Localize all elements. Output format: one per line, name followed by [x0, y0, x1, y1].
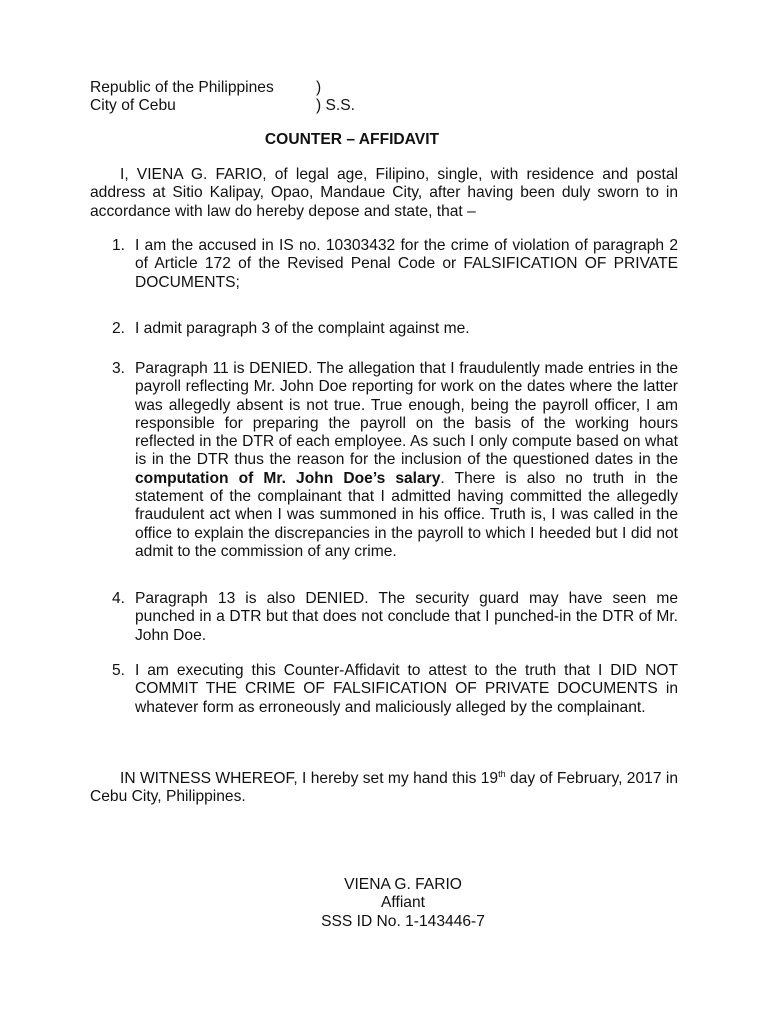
paragraph-text	[135, 360, 678, 561]
paragraph-item-4	[90, 590, 678, 645]
paragraph-item-2	[90, 320, 678, 338]
paragraph-number: 5.	[112, 662, 126, 679]
witness-paragraph	[90, 770, 678, 807]
paragraph-item-1	[90, 237, 678, 292]
venue-bracket-1: )	[316, 79, 322, 96]
paragraph-item-5	[90, 662, 678, 717]
paragraph-text-end: . There is also no truth in the statement of the complainant that I admitted having committed the allegedly fraudulent act when I was summoned in his office. Truth is, I was called in the office to explain the discrepancies in the payroll to which I heeded but I did not admit to the commission of any crime.	[135, 469, 678, 560]
paragraph-text: Paragraph 13 is also DENIED. The security guard may have seen me punched in a DTR but that does not conclude that I punched-in the DTR of Mr. John Doe.	[135, 590, 678, 644]
paragraph-number: 4.	[112, 590, 126, 607]
salary-emphasis: computation of Mr. John Doe’s salary	[135, 469, 441, 487]
paragraph-item-3	[90, 360, 678, 561]
venue-line-2	[90, 97, 410, 115]
affiant-name: VIENA G. FARIO	[344, 876, 462, 893]
document-title: COUNTER – AFFIDAVIT	[264, 131, 440, 148]
paragraph-text: I am the accused in IS no. 10303432 for the crime of violation of paragraph 2 of Article 172 of the Revised Penal Code or FALSIFICATION OF PRIVATE DOCUMENTS;	[135, 237, 678, 291]
day-ordinal: th	[498, 768, 506, 779]
venue-block	[90, 79, 410, 116]
venue-city: City of Cebu	[90, 97, 176, 115]
affiant-role: Affiant	[381, 894, 425, 912]
affiant-id: SSS ID No. 1-143446-7	[321, 912, 485, 930]
paragraph-number: 2.	[112, 320, 126, 337]
paragraph-text: I am executing this Counter-Affidavit to attest to the truth that I DID NOT COMMIT THE CRIME OF FALSIFICATION OF PRIVATE DOCUMENTS in whatever form as erroneously and maliciously alleged by the complainant.	[135, 662, 678, 716]
paragraph-text-start: Paragraph 11 is DENIED. The allegation that I fraudulently made entries in the payroll reflecting Mr. John Doe reporting for work on the dates where the latter was allegedly absent is not true. True enough, being the payroll officer, I am responsible for preparing the payroll on the basis of the working hours reflected in the DTR of each employee. As such I only compute based on what is in the DTR thus the reason for the inclusion of the questioned dates in the	[135, 360, 678, 469]
signature-block	[258, 876, 548, 931]
venue-country: Republic of the Philippines	[90, 79, 274, 96]
paragraph-number: 3.	[112, 360, 126, 377]
venue-line-1	[90, 79, 410, 97]
witness-text-start: IN WITNESS WHEREOF, I hereby set my hand this 19	[120, 770, 499, 787]
venue-ss: ) S.S.	[316, 97, 355, 115]
paragraph-number: 1.	[112, 237, 126, 254]
intro-paragraph: I, VIENA G. FARIO, of legal age, Filipino, single, with residence and postal address at Sitio Kalipay, Opao, Mandaue City, after having been duly sworn to in accordance with law do hereby depose and state, that –	[90, 166, 678, 220]
paragraph-text: I admit paragraph 3 of the complaint against me.	[135, 320, 470, 337]
witness-text-end: day of February, 2017 in Cebu City, Philippines.	[90, 770, 678, 806]
